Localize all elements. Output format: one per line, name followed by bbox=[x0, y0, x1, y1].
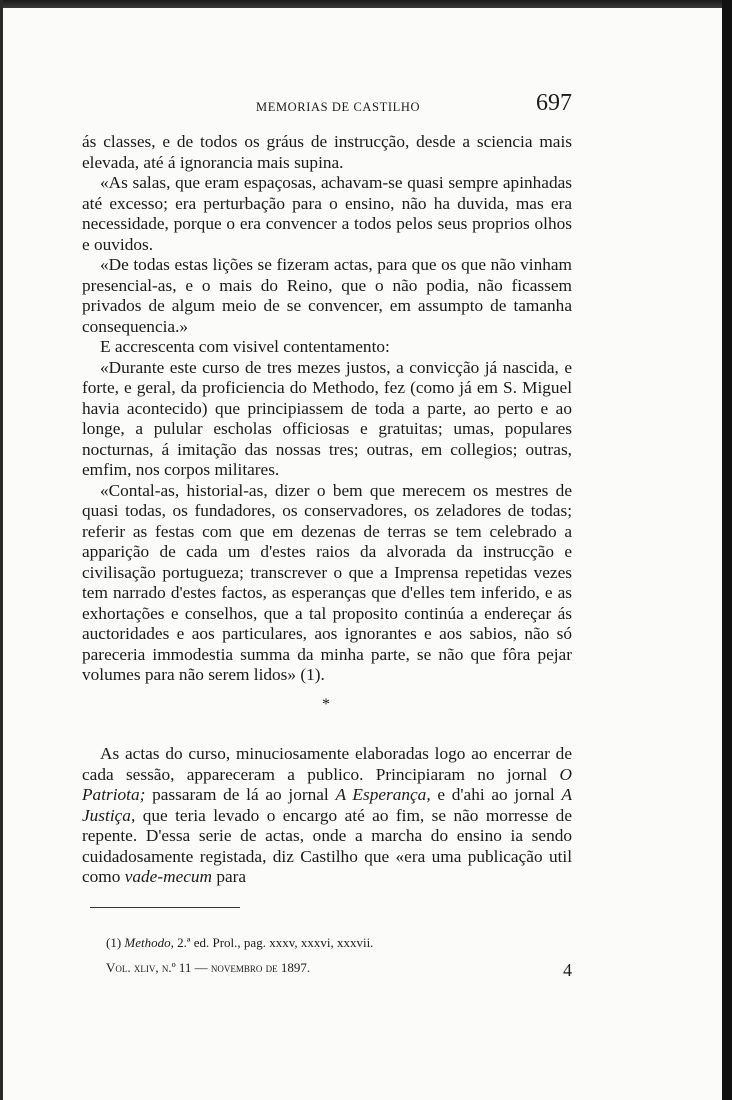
scan-border-top bbox=[0, 0, 732, 8]
section-divider-asterisk: * bbox=[322, 696, 330, 713]
paragraph-7-part-1: As actas do curso, minuciosamente elaboradas logo ao encerrar de cada sessão, appareceram a publico. Principiaram no jornal bbox=[82, 744, 572, 784]
paragraph-7 bbox=[82, 744, 572, 888]
second-section bbox=[82, 744, 572, 888]
paragraph-4: E accrescenta com visivel contentamento: bbox=[100, 337, 390, 356]
paragraph-6: «Contal-as, historial-as, dizer o bem que merecem os mestres de quasi todas, os fundadores, os conservadores, os zeladores de todas; referir as festas com que em dezenas de terras se tem celebrado a apparição de cada um d'estes raios da alvorada da instrucção e civilisação portugueza; transcrever o que a Imprensa repetidas vezes tem narrado d'estes factos, as esperanças que d'elles tem inferido, e as exhortações e conselhos, que a tal proposito continúa a endereçar ás auctoridades e aos particulares, aos ignorantes e aos sabios, não só pareceria immodestia summa da minha parte, se não que fôra pejar volumes para não serem lidos» (1). bbox=[82, 480, 572, 684]
volume-info: Vol. xliv, n.º 11 — novembro de 1897. bbox=[106, 960, 311, 975]
signature-mark: 4 bbox=[563, 960, 572, 980]
paragraph-2: «As salas, que eram espaçosas, achavam-se quasi sempre apinhadas até excesso; era perturbação para o ensino, não ha duvida, mas era necessidade, porque o era convencer a todos pelos seus proprios olhos e ouvidos. bbox=[82, 173, 572, 254]
paragraph-5: «Durante este curso de tres mezes justos, a convicção já nascida, e forte, e geral, da proficiencia do Methodo, fez (como já em S. Miguel havia acontecido) que principiassem de toda a parte, ao perto e ao longe, a pulular escholas officiosas e gratuitas; umas, populares nocturnas, á imitação das nossas tres; outras, em collegios; outras, emfim, nos corpos militares. bbox=[82, 357, 572, 479]
paragraph-7-part-5: para bbox=[212, 867, 247, 886]
footnote bbox=[106, 935, 566, 951]
paragraph-1: ás classes, e de todos os gráus de instrucção, desde a sciencia mais elevada, até á ignorancia mais supina. bbox=[82, 132, 572, 172]
footnote-marker: (1) bbox=[106, 935, 122, 950]
paragraph-7-part-3: e d'ahi ao jornal bbox=[430, 785, 562, 804]
footnote-title: Methodo, bbox=[124, 935, 174, 950]
journal-a-justica: A Justiça, bbox=[82, 785, 572, 825]
footnote-reference: 2.ª ed. Prol., pag. xxxv, xxxvi, xxxvii. bbox=[177, 935, 374, 950]
scan-border-right bbox=[722, 0, 732, 1100]
journal-o-patriota: O Patriota; bbox=[82, 764, 572, 804]
journal-a-esperanca: A Esperança, bbox=[335, 785, 431, 804]
page-header bbox=[82, 92, 572, 122]
page-number: 697 bbox=[536, 90, 572, 116]
running-title: MEMORIAS DE CASTILHO bbox=[256, 100, 421, 114]
term-vade-mecum: vade-mecum bbox=[124, 867, 213, 886]
page-footer bbox=[106, 960, 572, 984]
paragraph-3: «De todas estas lições se fizeram actas, para que os que não vinham presencial-as, e o mais do Reino, que o não podia, não ficassem privados de algum meio de se convencer, em assumpto de tamanha consequencia.» bbox=[82, 255, 572, 336]
footnote-rule bbox=[90, 907, 240, 908]
paragraph-7-part-2: passaram de lá ao jornal bbox=[145, 785, 336, 804]
paragraph-7-part-4: que teria levado o encargo até ao fim, se não morresse de repente. D'essa serie de actas, onde a marcha do ensino ia sendo cuidadosamente registada, diz Castilho que «era uma publicação util como bbox=[82, 805, 572, 886]
main-text bbox=[82, 132, 572, 686]
